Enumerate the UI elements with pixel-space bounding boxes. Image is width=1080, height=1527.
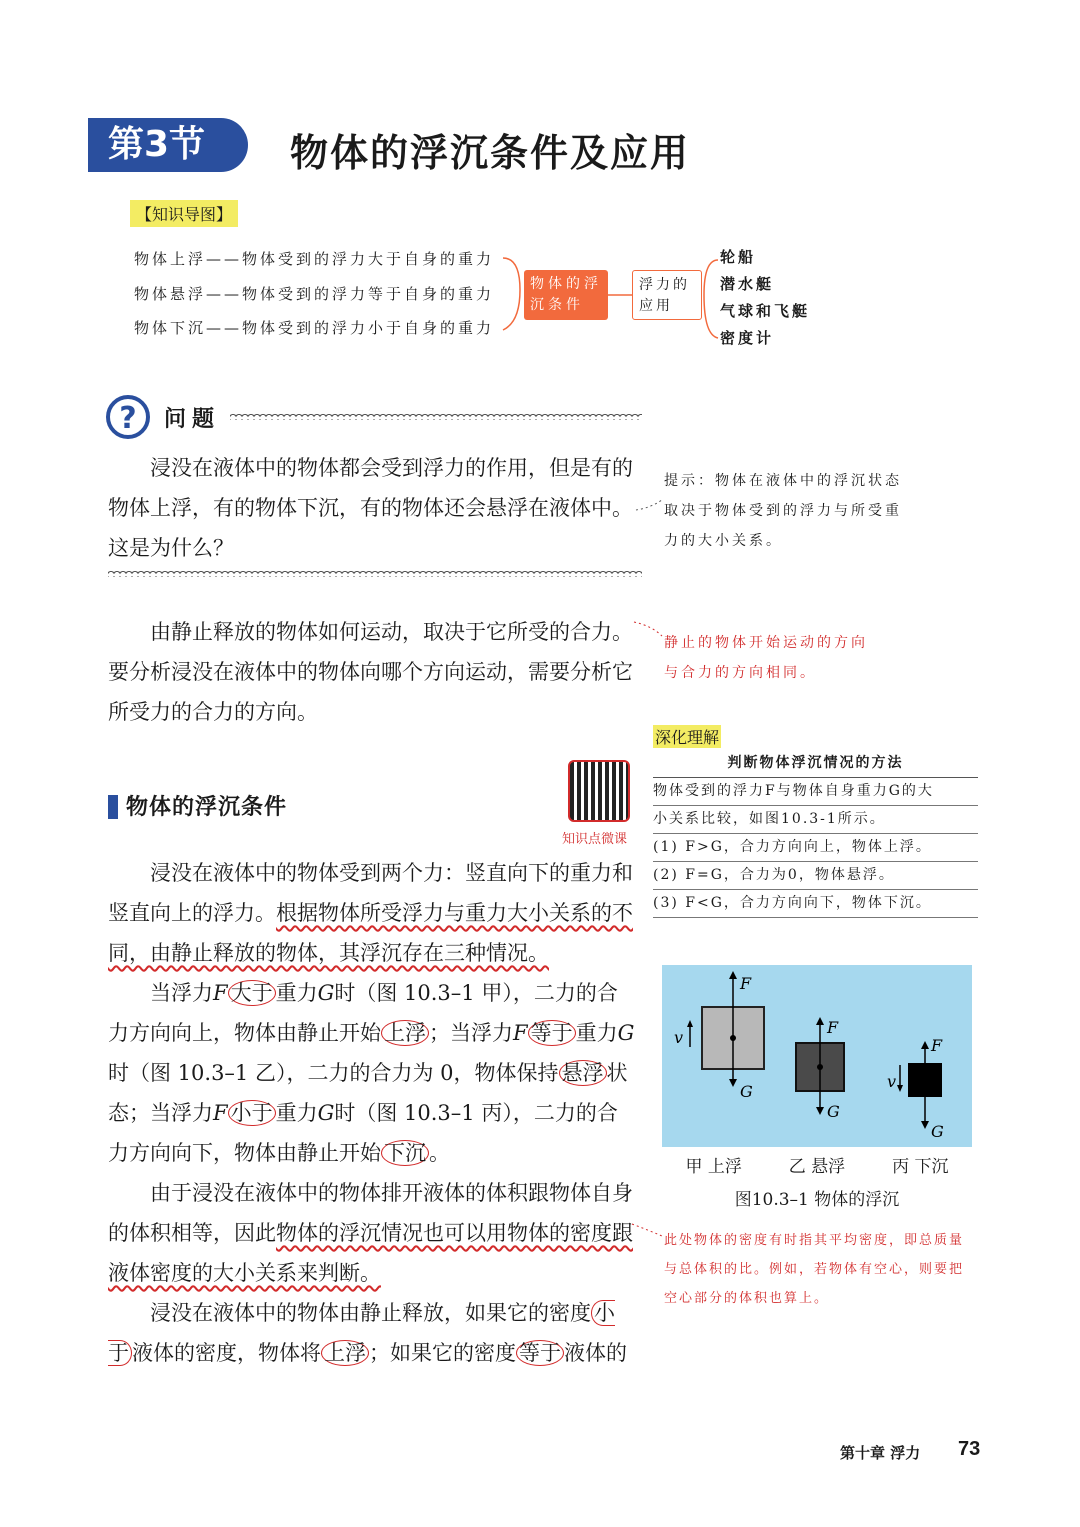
condition-suspend: 物体悬浮——物体受到的浮力等于自身的重力 [134,285,495,303]
deep-row: 小关系比较，如图10.3-1所示。 [653,806,978,834]
text: 重力 [575,1021,618,1045]
figure-caption: 图10.3–1 物体的浮沉 [734,1190,900,1210]
text: 状态；当浮力 [108,1061,628,1125]
circled-text: 大于 [228,980,276,1006]
circled-text: 悬浮 [559,1060,607,1086]
symbol-g: G [617,1021,635,1045]
text: 当浮力 [150,981,213,1005]
figure-floating-sinking [662,965,972,1147]
intro-paragraph: 由静止释放的物体如何运动，取决于它所受的合力。要分析浸没在液体中的物体向哪个方向运动，需要分析它所受力的合力的方向。 [108,620,633,724]
text: 。 [429,1141,450,1165]
dotted-arrow-icon [630,1220,666,1244]
underlined-text: 根据物体所受浮力与重力大小关系的不同，由静止释放的物体，其浮沉存在三种情况。 [108,901,633,965]
dotted-arrow-icon [634,496,666,516]
qr-label: 知识点微课 [562,832,628,847]
qr-code-icon[interactable] [568,760,630,822]
deep-row: 物体受到的浮力F与物体自身重力G的大 [653,778,978,806]
app-item: 轮船 [720,248,757,266]
symbol-f: F [513,1021,528,1045]
body-paragraph-4 [108,1293,638,1373]
body-paragraph-1 [108,853,638,973]
circled-text: 等于 [528,1020,576,1046]
condition-sink: 物体下沉——物体受到的浮力小于自身的重力 [134,319,495,337]
wavy-divider [108,567,642,577]
body-text [108,853,638,1373]
question-text [108,448,638,568]
label-g: G [931,1122,944,1141]
text: 时（图 10.3–1 丙），二力的合力方向向下，物体由静止开始 [108,1101,618,1165]
figure-label: 甲 上浮 [685,1157,742,1177]
text: 重力 [275,1101,318,1125]
page-number: 73 [958,1438,981,1460]
circled-text: 等于 [516,1340,564,1366]
footer-chapter: 第十章 浮力 [840,1444,921,1462]
label-f: F [740,974,752,993]
text: ；如果它的密度 [369,1341,516,1365]
density-note: 此处物体的密度有时指其平均密度，即总质量与总体积的比。例如，若物体有空心，则要把空心部分的体积也算上。 [664,1233,965,1306]
section-marker [108,795,118,819]
circled-text: 上浮 [381,1020,429,1046]
app-item: 潜水艇 [720,275,775,293]
figure-labels [662,1152,972,1210]
intro-note: 静止的物体开始运动的方向与合力的方向相同。 [664,635,868,681]
label-v: v [887,1072,897,1091]
center-line2: 沉条件 [530,297,584,313]
wavy-divider [230,410,642,420]
figure-svg [662,965,972,1147]
condition-float: 物体上浮——物体受到的浮力大于自身的重力 [134,250,495,268]
symbol-f: F [213,981,228,1005]
page-title: 物体的浮沉条件及应用 [290,131,691,175]
deep-understanding-tag: 深化理解 [653,725,721,748]
underlined-text: 物体的浮沉情况也可以用物体的密度跟液体密度的大小关系来判断。 [108,1221,633,1285]
symbol-g: G [317,981,335,1005]
app-line2: 应用 [639,298,673,314]
deep-row: (3) F<G，合力方向向下，物体下沉。 [653,890,978,918]
app-item: 密度计 [720,329,775,347]
deep-row: (1) F>G，合力方向向上，物体上浮。 [653,834,978,862]
circled-text: 小于 [108,1301,615,1365]
label-f: F [931,1036,943,1055]
figure-label: 丙 下沉 [892,1157,949,1177]
circled-text: 下沉 [381,1140,429,1166]
app-line1: 浮力的 [639,277,690,293]
intro-text [108,612,638,732]
question-paragraph: 浸没在液体中的物体都会受到浮力的作用，但是有的物体上浮，有的物体下沉，有的物体还会悬浮在液体中。这是为什么？ [108,456,633,560]
hint-note: 提示：物体在液体中的浮沉状态取决于物体受到的浮力与所受重力的大小关系。 [664,473,902,549]
figure-label: 乙 悬浮 [788,1157,846,1177]
circled-text: 小于 [228,1100,276,1126]
dotted-arrow-icon [632,616,668,644]
center-line1: 物体的浮 [530,276,602,292]
deep-title: 判断物体浮沉情况的方法 [653,750,978,778]
deep-row: (2) F=G，合力为0，物体悬浮。 [653,862,978,890]
section-badge: 第3节 [88,118,248,172]
text: 时（图 10.3–1 甲），二力的合力方向向上，物体由静止开始 [108,981,618,1045]
label-g: G [740,1082,753,1101]
label-f: F [827,1018,839,1037]
knowledge-map-tag: 【知识导图】 [130,200,238,227]
text: 浸没在液体中的物体由静止释放，如果它的密度 [150,1301,591,1325]
text: ；当浮力 [429,1021,513,1045]
body-paragraph-2 [108,973,638,1173]
symbol-f: F [213,1101,228,1125]
question-title: 问题 [164,407,221,432]
text: 液体的 [564,1341,627,1365]
text: 由于浸没在液体中的物体排开液体的体积跟物体自身的体积相等，因此 [108,1181,633,1245]
center-node [524,270,608,320]
body-paragraph-3 [108,1173,638,1293]
text: 重力 [275,981,318,1005]
question-icon: ? [106,395,150,439]
app-item: 气球和飞艇 [720,302,811,320]
deep-understanding-box [653,750,978,918]
application-node [632,270,702,320]
text: 时（图 10.3–1 乙），二力的合力为 0，物体保持 [108,1061,559,1085]
text: 液体的密度，物体将 [132,1341,321,1365]
label-g: G [827,1102,840,1121]
section-title: 物体的浮沉条件 [126,795,288,820]
symbol-g: G [317,1101,335,1125]
circled-text: 上浮 [321,1340,369,1366]
label-v: v [674,1028,684,1047]
text: 浸没在液体中的物体受到两个力：竖直向下的重力和竖直向上的浮力。 [108,861,633,925]
